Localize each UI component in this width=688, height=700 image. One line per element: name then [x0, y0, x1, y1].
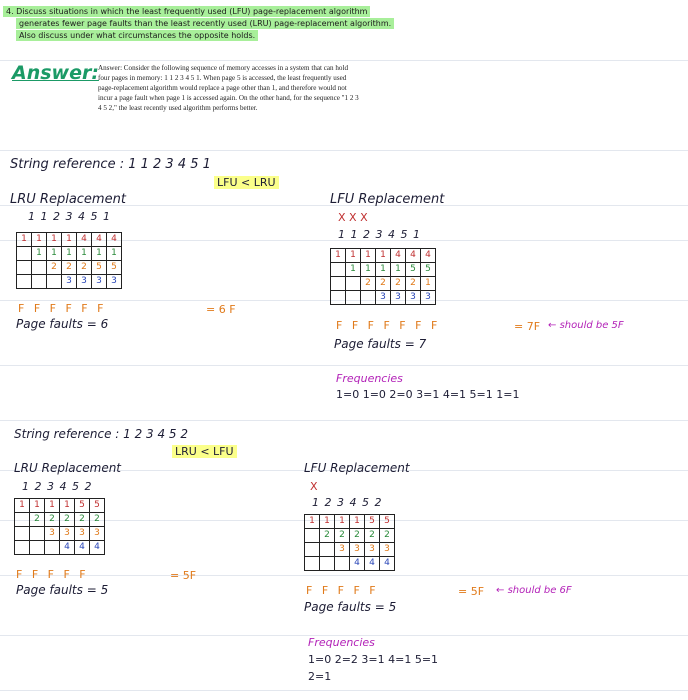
- frame-cell: [17, 275, 32, 289]
- frame-row: [15, 513, 105, 527]
- string-reference-2: String reference : 1 2 3 4 5 2: [14, 427, 189, 441]
- frame-cell: 2: [77, 261, 92, 275]
- frame-cell: 1: [30, 499, 45, 513]
- frame-cell: 2: [350, 529, 365, 543]
- frame-cell: 3: [376, 291, 391, 305]
- frame-cell: 2: [376, 277, 391, 291]
- frame-cell: 2: [30, 513, 45, 527]
- frame-cell: [30, 541, 45, 555]
- lru-grid-2: [14, 498, 105, 555]
- lfu-correction-1: ← should be 5F: [548, 320, 624, 331]
- frame-cell: 3: [90, 527, 105, 541]
- lfu-grid-2: [304, 514, 395, 571]
- frame-cell: 2: [391, 277, 406, 291]
- frame-cell: 1: [320, 515, 335, 529]
- question-line-2: generates fewer page faults than the least recently used (LRU) page-replacement algorithm.: [16, 18, 394, 29]
- frame-cell: [45, 541, 60, 555]
- string-reference-1: String reference : 1 1 2 3 4 5 1: [10, 157, 211, 172]
- frame-cell: 5: [421, 263, 436, 277]
- lfu-faults-1: F F F F F F F: [336, 319, 441, 332]
- frame-row: [331, 263, 436, 277]
- lfu-correction-text-1: should be 5F: [559, 320, 624, 331]
- frame-cell: 1: [60, 499, 75, 513]
- frame-row: [15, 541, 105, 555]
- frame-cell: [331, 277, 346, 291]
- frame-cell: [346, 291, 361, 305]
- frame-cell: 3: [92, 275, 107, 289]
- frame-cell: 4: [90, 541, 105, 555]
- frame-cell: [346, 277, 361, 291]
- frame-cell: 3: [380, 543, 395, 557]
- lru-sequence-2: 1 2 3 4 5 2: [22, 480, 93, 493]
- frame-cell: 3: [421, 291, 436, 305]
- frame-cell: 3: [350, 543, 365, 557]
- frame-cell: [305, 543, 320, 557]
- frame-cell: 1: [77, 247, 92, 261]
- frame-cell: 1: [32, 247, 47, 261]
- frame-cell: 4: [92, 233, 107, 247]
- lru-title-2: LRU Replacement: [14, 461, 122, 475]
- frame-cell: 1: [331, 249, 346, 263]
- lru-faults-total-2: = 5F: [170, 569, 197, 582]
- frequencies-title-1: Frequencies: [336, 372, 403, 385]
- answer-label: Answer:: [12, 62, 99, 84]
- frame-row: [17, 275, 122, 289]
- frequencies-values-2b: 2=1: [308, 670, 332, 683]
- frequencies-values-2: 1=0 2=2 3=1 4=1 5=1: [308, 653, 439, 666]
- frame-cell: 5: [92, 261, 107, 275]
- frame-cell: 1: [361, 249, 376, 263]
- frame-cell: 1: [361, 263, 376, 277]
- frame-row: [17, 233, 122, 247]
- frame-cell: 2: [406, 277, 421, 291]
- frame-cell: 1: [376, 263, 391, 277]
- frame-row: [331, 249, 436, 263]
- frame-row: [17, 261, 122, 275]
- frame-cell: 3: [62, 275, 77, 289]
- frequencies-title-2: Frequencies: [308, 636, 375, 649]
- frame-cell: 4: [60, 541, 75, 555]
- lfu-faults-total-2: = 5F: [458, 585, 485, 598]
- lru-page-faults-1: Page faults = 6: [16, 317, 109, 331]
- frame-cell: 5: [380, 515, 395, 529]
- frame-cell: [331, 263, 346, 277]
- frame-cell: 2: [62, 261, 77, 275]
- frame-cell: 1: [305, 515, 320, 529]
- frame-cell: [305, 557, 320, 571]
- frame-cell: 1: [335, 515, 350, 529]
- frame-cell: 3: [45, 527, 60, 541]
- question-line-1: 4. Discuss situations in which the least frequently used (LFU) page-replacement algorithm: [3, 6, 370, 17]
- lfu-page-faults-1: Page faults = 7: [334, 337, 427, 351]
- frame-cell: 1: [47, 233, 62, 247]
- frame-cell: [15, 541, 30, 555]
- frame-cell: 4: [391, 249, 406, 263]
- lfu-sequence-2: 1 2 3 4 5 2: [312, 496, 383, 509]
- question-line-3: Also discuss under what circumstances the opposite holds.: [16, 30, 258, 41]
- frequencies-values-1: 1=0 1=0 2=0 3=1 4=1 5=1 1=1: [336, 388, 520, 401]
- frame-cell: [30, 527, 45, 541]
- frame-cell: [335, 557, 350, 571]
- frame-row: [305, 529, 395, 543]
- lru-sequence-1: 1 1 2 3 4 5 1: [28, 210, 111, 223]
- frame-cell: 1: [391, 263, 406, 277]
- frame-cell: 4: [350, 557, 365, 571]
- frame-cell: [331, 291, 346, 305]
- frame-row: [17, 247, 122, 261]
- frame-cell: 1: [376, 249, 391, 263]
- frame-cell: 3: [365, 543, 380, 557]
- frame-cell: 4: [107, 233, 122, 247]
- frame-cell: 3: [391, 291, 406, 305]
- frame-row: [305, 515, 395, 529]
- frame-cell: 1: [32, 233, 47, 247]
- frame-cell: 4: [77, 233, 92, 247]
- frame-cell: 3: [60, 527, 75, 541]
- frame-cell: 5: [90, 499, 105, 513]
- frame-cell: 2: [365, 529, 380, 543]
- frame-cell: 1: [346, 263, 361, 277]
- compare-1: LFU < LRU: [214, 176, 279, 189]
- frame-cell: 3: [75, 527, 90, 541]
- frame-cell: 1: [350, 515, 365, 529]
- frame-cell: 5: [75, 499, 90, 513]
- frame-cell: 2: [361, 277, 376, 291]
- frame-cell: [47, 275, 62, 289]
- frame-cell: 1: [17, 233, 32, 247]
- frame-cell: [320, 557, 335, 571]
- frame-cell: 1: [421, 277, 436, 291]
- frame-cell: 3: [335, 543, 350, 557]
- frame-cell: 5: [406, 263, 421, 277]
- frame-cell: [361, 291, 376, 305]
- frame-row: [305, 543, 395, 557]
- answer-text: Answer: Consider the following sequence of memory accesses in a system that can hold four pages in memory: 1 1 2 3 4 5 1. When page 5 is accessed, the least frequently used page-replacement algorithm would replace a page other than 1, and therefore would not incur a page fault when page 1 is accessed again. On the other hand, for the sequence "1 2 3 4 5 2," the least recently used algorithm performs better.: [98, 64, 359, 112]
- frame-cell: 3: [77, 275, 92, 289]
- frame-cell: 3: [406, 291, 421, 305]
- frame-cell: 2: [75, 513, 90, 527]
- frame-row: [305, 557, 395, 571]
- frame-cell: [320, 543, 335, 557]
- lfu-correction-2: ← should be 6F: [496, 585, 572, 596]
- frame-cell: 4: [421, 249, 436, 263]
- frame-cell: [32, 261, 47, 275]
- frame-cell: 2: [47, 261, 62, 275]
- frame-cell: 4: [75, 541, 90, 555]
- frame-cell: 1: [92, 247, 107, 261]
- lfu-sequence-1: 1 1 2 3 4 5 1: [338, 228, 421, 241]
- frame-cell: 1: [107, 247, 122, 261]
- frame-cell: [305, 529, 320, 543]
- frame-cell: 2: [60, 513, 75, 527]
- frame-cell: 4: [365, 557, 380, 571]
- frame-cell: 3: [107, 275, 122, 289]
- frame-cell: 1: [62, 233, 77, 247]
- lru-faults-total-1: = 6 F: [206, 303, 236, 316]
- frame-cell: 2: [335, 529, 350, 543]
- frame-cell: 5: [365, 515, 380, 529]
- lfu-page-faults-2: Page faults = 5: [304, 600, 397, 614]
- lfu-title-2: LFU Replacement: [304, 461, 410, 475]
- frame-cell: [32, 275, 47, 289]
- frame-cell: 2: [380, 529, 395, 543]
- frame-cell: 4: [380, 557, 395, 571]
- lru-grid-1: [16, 232, 122, 289]
- frame-cell: 1: [47, 247, 62, 261]
- frame-row: [15, 499, 105, 513]
- lru-page-faults-2: Page faults = 5: [16, 583, 109, 597]
- frame-cell: 1: [346, 249, 361, 263]
- lru-faults-1: F F F F F F: [18, 302, 107, 315]
- frame-cell: 1: [45, 499, 60, 513]
- frame-cell: [15, 527, 30, 541]
- frame-cell: 2: [45, 513, 60, 527]
- lfu-faults-2: F F F F F: [306, 584, 379, 597]
- lfu-grid-1: [330, 248, 436, 305]
- lru-faults-2: F F F F F: [16, 568, 89, 581]
- lru-title-1: LRU Replacement: [10, 192, 126, 207]
- frame-cell: [17, 247, 32, 261]
- frame-cell: [15, 513, 30, 527]
- frame-cell: 1: [15, 499, 30, 513]
- frame-row: [331, 291, 436, 305]
- lfu-marks-1: X X X: [338, 211, 368, 224]
- frame-cell: 2: [90, 513, 105, 527]
- lfu-title-1: LFU Replacement: [330, 192, 445, 207]
- compare-2: LRU < LFU: [172, 445, 237, 458]
- frame-cell: 2: [320, 529, 335, 543]
- frame-row: [15, 527, 105, 541]
- frame-cell: 1: [62, 247, 77, 261]
- frame-cell: [17, 261, 32, 275]
- frame-row: [331, 277, 436, 291]
- lfu-correction-text-2: should be 6F: [507, 585, 572, 596]
- frame-cell: 5: [107, 261, 122, 275]
- frame-cell: 4: [406, 249, 421, 263]
- lfu-marks-2: X: [310, 480, 318, 493]
- lfu-faults-total-1: = 7F: [514, 320, 541, 333]
